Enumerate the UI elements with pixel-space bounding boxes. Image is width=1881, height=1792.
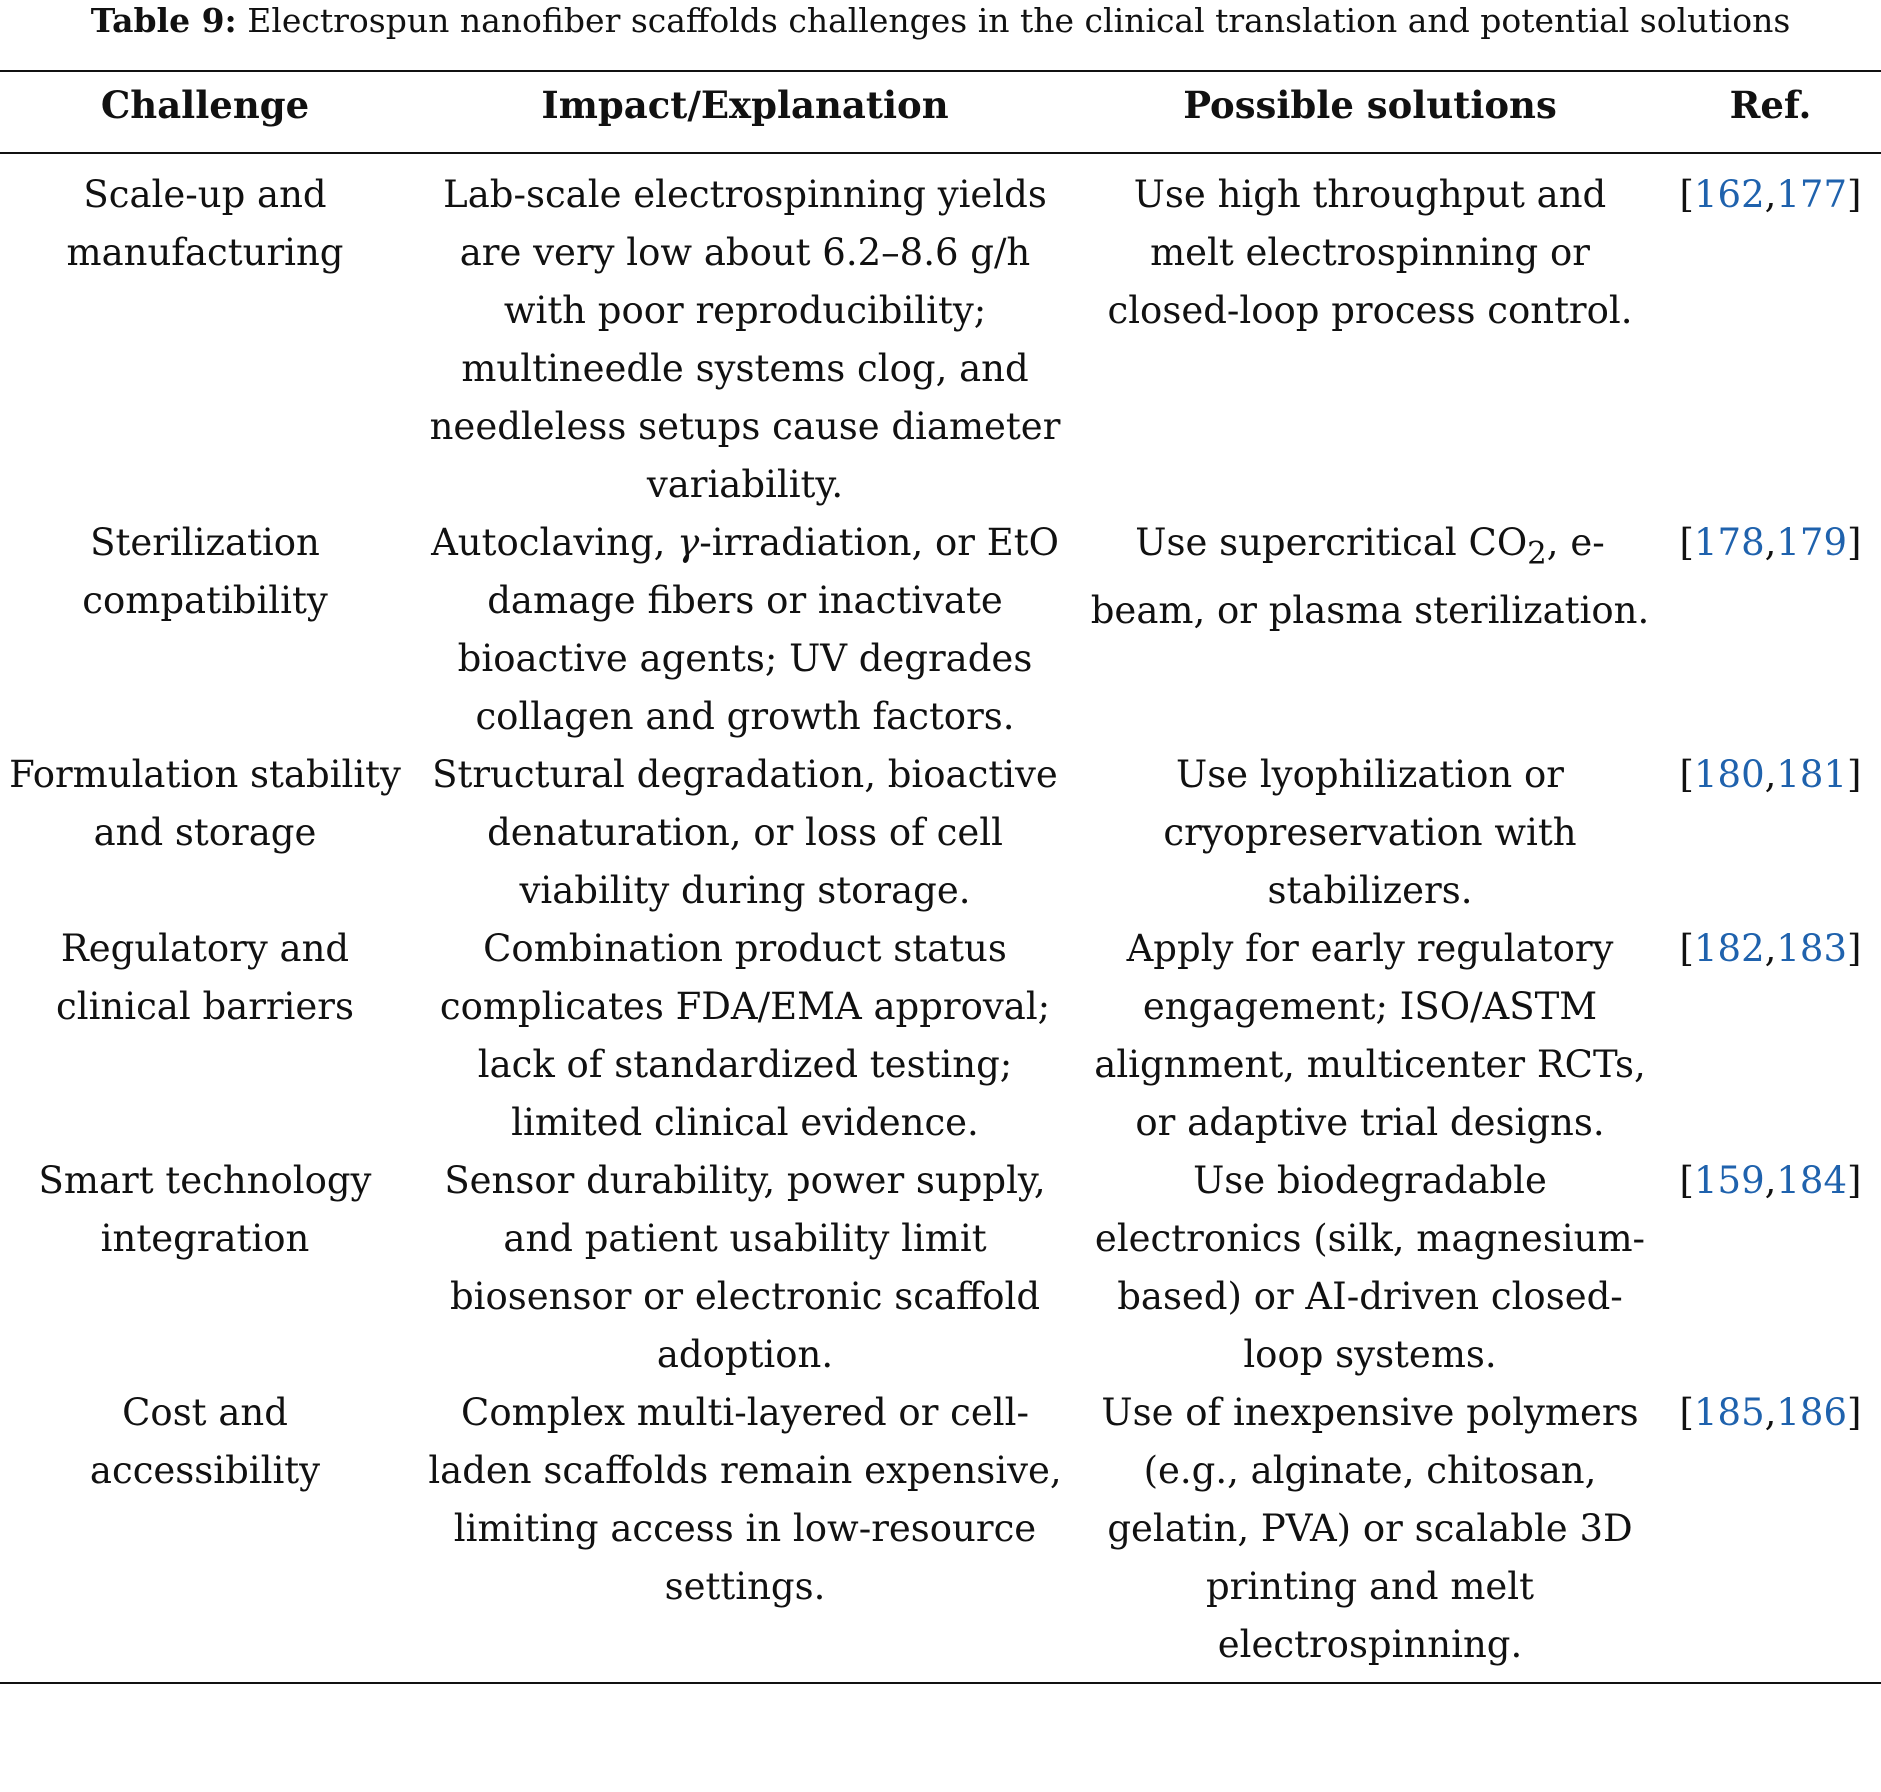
solution-cell: Use biodegradable electronics (silk, magnesium-based) or AI-driven closed-loop systems. [1094,1159,1646,1376]
solution-cell: Apply for early regulatory engagement; ISO/ASTM alignment, multicenter RCTs, or adaptive trial designs. [1094,927,1646,1144]
solution-cell [1080,514,1660,746]
table-label: Table 9: [90,1,237,40]
impact-cell: Lab-scale electrospinning yields are very low about 6.2–8.6 g/h with poor reproducibility; multineedle systems clog, and needleless setups cause diameter variability. [429,173,1061,506]
challenge-cell: Scale-up and manufacturing [66,173,344,274]
solution-text-post: , e-beam, or plasma sterilization. [1090,521,1650,633]
ref-cell: [178,179] [1679,521,1862,564]
challenge-cell: Regulatory and clinical barriers [56,927,354,1028]
gamma-symbol: γ [677,521,700,564]
ref-cell: [185,186] [1679,1391,1862,1434]
ref-cell: [182,183] [1679,927,1862,970]
ref-link[interactable]: 185 [1693,1391,1765,1434]
solution-cell: Use lyophilization or cryopreservation with stabilizers. [1163,753,1577,912]
impact-cell: Complex multi-layered or cell-laden scaffolds remain expensive, limiting access in low-resource settings. [428,1391,1062,1608]
header-challenge: Challenge [0,71,410,153]
ref-link[interactable]: 162 [1693,173,1765,216]
header-impact: Impact/Explanation [410,71,1080,153]
ref-cell: [162,177] [1679,173,1862,216]
solution-cell: Use high throughput and melt electrospinning or closed-loop process control. [1107,173,1633,332]
table-title: Electrospun nanofiber scaffolds challenges in the clinical translation and potential solutions [247,1,1791,40]
ref-cell: [180,181] [1679,753,1862,796]
impact-cell: Structural degradation, bioactive denaturation, or loss of cell viability during storage. [432,753,1058,912]
challenge-cell: Sterilization compatibility [82,521,328,622]
ref-link[interactable]: 184 [1776,1159,1847,1202]
table-caption [0,0,1881,42]
impact-text-pre: Autoclaving, [431,521,678,564]
impact-cell [410,514,1080,746]
ref-link[interactable]: 181 [1776,753,1847,796]
table-row [0,920,1881,1152]
subscript: 2 [1527,535,1547,572]
solution-cell: Use of inexpensive polymers (e.g., alginate, chitosan, gelatin, PVA) or scalable 3D printing and melt electrospinning. [1101,1391,1639,1666]
challenge-cell: Formulation stability and storage [9,753,401,854]
ref-link[interactable]: 179 [1776,521,1847,564]
header-solutions: Possible solutions [1080,71,1660,153]
challenge-cell: Cost and accessibility [89,1391,321,1492]
solution-text: Use supercritical CO [1135,521,1528,564]
ref-link[interactable]: 159 [1693,1159,1765,1202]
impact-cell: Sensor durability, power supply, and patient usability limit biosensor or electronic scaffold adoption. [444,1159,1046,1376]
ref-link[interactable]: 177 [1776,173,1847,216]
challenges-table [0,70,1881,1684]
ref-link[interactable]: 186 [1776,1391,1847,1434]
table-row [0,746,1881,920]
table-row [0,1384,1881,1683]
impact-text: -irradiation, or EtO damage fibers or inactivate bioactive agents; UV degrades collagen and growth factors. [457,521,1059,738]
table-row [0,1152,1881,1384]
ref-link[interactable]: 183 [1776,927,1847,970]
ref-link[interactable]: 180 [1693,753,1765,796]
table-row [0,153,1881,514]
ref-link[interactable]: 182 [1693,927,1765,970]
table-row [0,514,1881,746]
impact-cell: Combination product status complicates FDA/EMA approval; lack of standardized testing; limited clinical evidence. [439,927,1051,1144]
ref-link[interactable]: 178 [1693,521,1765,564]
ref-cell: [159,184] [1679,1159,1862,1202]
header-ref: Ref. [1660,71,1881,153]
challenge-cell: Smart technology integration [38,1159,372,1260]
table-header-row [0,71,1881,153]
